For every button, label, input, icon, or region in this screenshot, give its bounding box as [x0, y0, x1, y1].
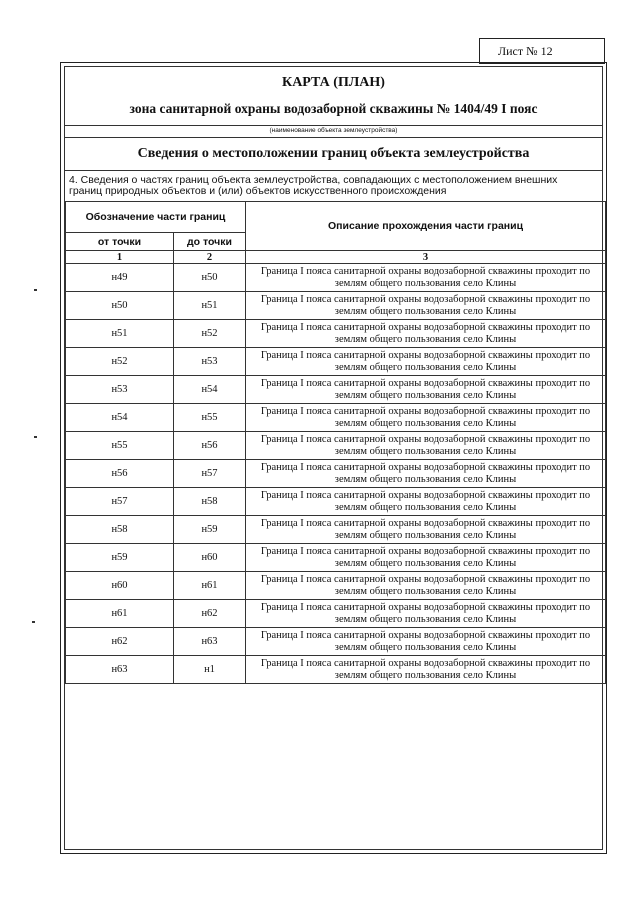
- to-point-cell: н62: [174, 600, 246, 628]
- scan-mark: [34, 436, 37, 438]
- to-point-cell: н63: [174, 628, 246, 656]
- to-point-cell: н55: [174, 404, 246, 432]
- scan-mark: [32, 621, 35, 623]
- to-point-cell: н59: [174, 516, 246, 544]
- to-point-cell: н53: [174, 348, 246, 376]
- header-description: Описание прохождения части границ: [246, 202, 606, 251]
- header-to-point: до точки: [174, 233, 246, 251]
- description-cell: Граница I пояса санитарной охраны водозаборной скважины проходит по землям общего пользования село Клины: [246, 264, 606, 292]
- description-cell: Граница I пояса санитарной охраны водозаборной скважины проходит по землям общего пользования село Клины: [246, 376, 606, 404]
- from-point-cell: н61: [66, 600, 174, 628]
- description-cell: Граница I пояса санитарной охраны водозаборной скважины проходит по землям общего пользования село Клины: [246, 600, 606, 628]
- description-cell: Граница I пояса санитарной охраны водозаборной скважины проходит по землям общего пользования село Клины: [246, 488, 606, 516]
- from-point-cell: н52: [66, 348, 174, 376]
- description-cell: Граница I пояса санитарной охраны водозаборной скважины проходит по землям общего пользования село Клины: [246, 432, 606, 460]
- from-point-cell: н55: [66, 432, 174, 460]
- page-title: КАРТА (ПЛАН): [282, 75, 385, 90]
- from-point-cell: н63: [66, 656, 174, 684]
- document-frame: [60, 62, 607, 854]
- table-row: [66, 516, 606, 544]
- intro-text: 4. Сведения о частях границ объекта землеустройства, совпадающих с местоположением внешних границ природных объектов и (или) объектов искусственного происхождения: [69, 174, 558, 197]
- from-point-cell: н57: [66, 488, 174, 516]
- boundaries-table: [65, 201, 606, 684]
- description-cell: Граница I пояса санитарной охраны водозаборной скважины проходит по землям общего пользования село Клины: [246, 292, 606, 320]
- from-point-cell: н53: [66, 376, 174, 404]
- table-row: [66, 348, 606, 376]
- from-point-cell: н49: [66, 264, 174, 292]
- table-body: [66, 251, 606, 684]
- section-title: Сведения о местоположении границ объекта землеустройства: [65, 138, 602, 171]
- description-cell: Граница I пояса санитарной охраны водозаборной скважины проходит по землям общего пользования село Клины: [246, 348, 606, 376]
- document-inner-frame: [64, 66, 603, 850]
- table-row: [66, 544, 606, 572]
- from-point-cell: н60: [66, 572, 174, 600]
- table-row: [66, 460, 606, 488]
- sheet-number: Лист № 12: [479, 38, 605, 64]
- description-cell: Граница I пояса санитарной охраны водозаборной скважины проходит по землям общего пользования село Клины: [246, 320, 606, 348]
- to-point-cell: н61: [174, 572, 246, 600]
- page-subtitle: зона санитарной охраны водозаборной скважины № 1404/49 I пояс: [129, 101, 538, 116]
- header-group: Обозначение части границ: [66, 202, 246, 233]
- to-point-cell: н57: [174, 460, 246, 488]
- to-point-cell: н51: [174, 292, 246, 320]
- from-point-cell: н54: [66, 404, 174, 432]
- description-cell: Граница I пояса санитарной охраны водозаборной скважины проходит по землям общего пользования село Клины: [246, 656, 606, 684]
- table-row: [66, 600, 606, 628]
- description-cell: Граница I пояса санитарной охраны водозаборной скважины проходит по землям общего пользования село Клины: [246, 572, 606, 600]
- to-point-cell: н60: [174, 544, 246, 572]
- column-number: 3: [246, 251, 606, 264]
- to-point-cell: н54: [174, 376, 246, 404]
- table-row: [66, 488, 606, 516]
- from-point-cell: н62: [66, 628, 174, 656]
- table-row: [66, 264, 606, 292]
- table-row: [66, 292, 606, 320]
- table-row: [66, 628, 606, 656]
- column-number: 1: [66, 251, 174, 264]
- scan-mark: [34, 289, 37, 291]
- to-point-cell: н52: [174, 320, 246, 348]
- table-row: [66, 432, 606, 460]
- table-row: [66, 404, 606, 432]
- description-cell: Граница I пояса санитарной охраны водозаборной скважины проходит по землям общего пользования село Клины: [246, 460, 606, 488]
- table-row: [66, 656, 606, 684]
- header-from-point: от точки: [66, 233, 174, 251]
- table-row: [66, 572, 606, 600]
- table-row: [66, 376, 606, 404]
- description-cell: Граница I пояса санитарной охраны водозаборной скважины проходит по землям общего пользования село Клины: [246, 544, 606, 572]
- from-point-cell: н50: [66, 292, 174, 320]
- description-cell: Граница I пояса санитарной охраны водозаборной скважины проходит по землям общего пользования село Клины: [246, 404, 606, 432]
- from-point-cell: н56: [66, 460, 174, 488]
- description-cell: Граница I пояса санитарной охраны водозаборной скважины проходит по землям общего пользования село Клины: [246, 628, 606, 656]
- to-point-cell: н50: [174, 264, 246, 292]
- to-point-cell: н56: [174, 432, 246, 460]
- to-point-cell: н1: [174, 656, 246, 684]
- object-caption: (наименование объекта землеустройства): [65, 125, 602, 138]
- table-row: [66, 320, 606, 348]
- from-point-cell: н58: [66, 516, 174, 544]
- column-number-row: [66, 251, 606, 264]
- title-block: [65, 67, 602, 126]
- to-point-cell: н58: [174, 488, 246, 516]
- column-number: 2: [174, 251, 246, 264]
- description-cell: Граница I пояса санитарной охраны водозаборной скважины проходит по землям общего пользования село Клины: [246, 516, 606, 544]
- from-point-cell: н59: [66, 544, 174, 572]
- from-point-cell: н51: [66, 320, 174, 348]
